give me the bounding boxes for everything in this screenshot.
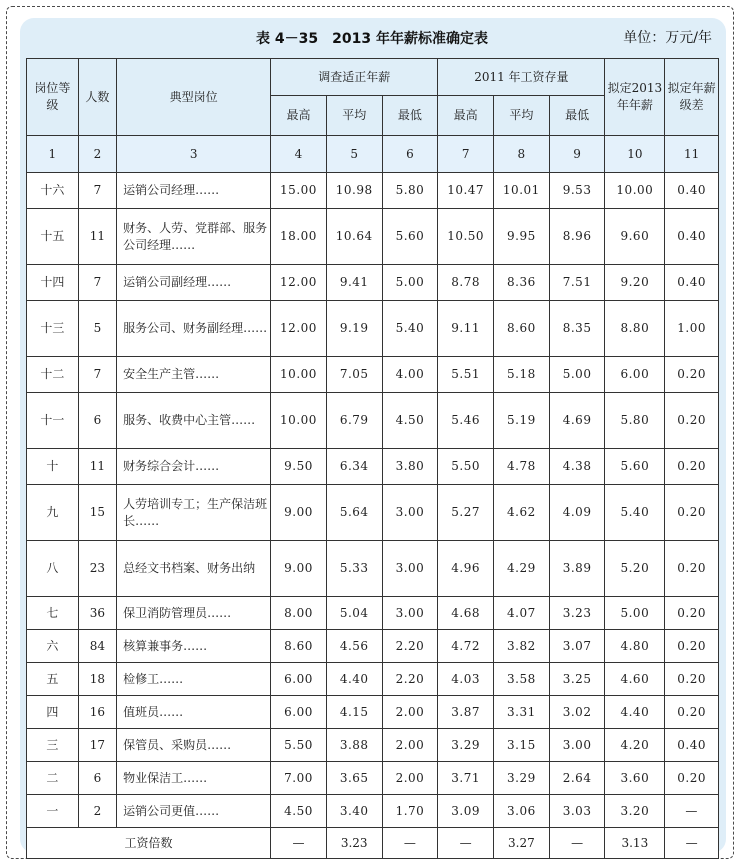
grade-cell: 十五	[27, 209, 79, 265]
survey-max-cell: 6.00	[271, 663, 327, 696]
diff-cell: 0.40	[665, 173, 719, 209]
stock-max-cell: 3.87	[438, 696, 494, 729]
table-body	[27, 173, 719, 828]
header-survey-avg: 平均	[326, 96, 382, 136]
stock-min-cell: 3.89	[549, 541, 605, 597]
plan-cell: 6.00	[605, 357, 665, 393]
survey-min-cell: 3.80	[382, 449, 438, 485]
survey-max-cell: 18.00	[271, 209, 327, 265]
footer-cell: —	[665, 828, 719, 859]
position-cell: 财务、人劳、党群部、服务公司经理……	[117, 209, 271, 265]
grade-cell: 七	[27, 597, 79, 630]
table-row	[27, 762, 719, 795]
col-number: 9	[549, 136, 605, 173]
stock-max-cell: 3.29	[438, 729, 494, 762]
stock-min-cell: 4.69	[549, 393, 605, 449]
plan-cell: 8.80	[605, 301, 665, 357]
table-row	[27, 209, 719, 265]
survey-avg-cell: 3.88	[326, 729, 382, 762]
table-row	[27, 696, 719, 729]
table-row	[27, 663, 719, 696]
survey-max-cell: 9.50	[271, 449, 327, 485]
survey-min-cell: 2.00	[382, 729, 438, 762]
diff-cell: 0.20	[665, 762, 719, 795]
footer-cell: 3.23	[326, 828, 382, 859]
table-row	[27, 485, 719, 541]
stock-max-cell: 10.47	[438, 173, 494, 209]
col-number: 1	[27, 136, 79, 173]
count-cell: 6	[78, 762, 116, 795]
stock-avg-cell: 3.15	[494, 729, 550, 762]
table-row	[27, 630, 719, 663]
stock-avg-cell: 4.62	[494, 485, 550, 541]
survey-avg-cell: 9.19	[326, 301, 382, 357]
stock-avg-cell: 9.95	[494, 209, 550, 265]
plan-cell: 4.40	[605, 696, 665, 729]
header-survey-min: 最低	[382, 96, 438, 136]
table-row	[27, 173, 719, 209]
survey-max-cell: 4.50	[271, 795, 327, 828]
grade-cell: 二	[27, 762, 79, 795]
stock-avg-cell: 3.58	[494, 663, 550, 696]
stock-max-cell: 4.68	[438, 597, 494, 630]
stock-min-cell: 3.07	[549, 630, 605, 663]
table-title: 表 4－35 2013 年年薪标准确定表	[256, 31, 488, 47]
header-grade: 岗位等级	[27, 59, 79, 136]
col-number: 6	[382, 136, 438, 173]
stock-avg-cell: 3.06	[494, 795, 550, 828]
position-cell: 保管员、采购员……	[117, 729, 271, 762]
count-cell: 5	[78, 301, 116, 357]
survey-min-cell: 5.40	[382, 301, 438, 357]
position-cell: 人劳培训专工；生产保洁班长……	[117, 485, 271, 541]
survey-avg-cell: 10.98	[326, 173, 382, 209]
count-cell: 2	[78, 795, 116, 828]
stock-max-cell: 5.46	[438, 393, 494, 449]
header-count: 人数	[78, 59, 116, 136]
diff-cell: 0.20	[665, 663, 719, 696]
survey-min-cell: 3.00	[382, 597, 438, 630]
stock-avg-cell: 5.19	[494, 393, 550, 449]
survey-min-cell: 5.80	[382, 173, 438, 209]
count-cell: 17	[78, 729, 116, 762]
survey-min-cell: 5.60	[382, 209, 438, 265]
survey-avg-cell: 4.15	[326, 696, 382, 729]
stock-min-cell: 3.23	[549, 597, 605, 630]
grade-cell: 十	[27, 449, 79, 485]
survey-min-cell: 2.20	[382, 663, 438, 696]
survey-min-cell: 3.00	[382, 541, 438, 597]
survey-avg-cell: 7.05	[326, 357, 382, 393]
position-cell: 服务公司、财务副经理……	[117, 301, 271, 357]
count-cell: 23	[78, 541, 116, 597]
header-survey-max: 最高	[271, 96, 327, 136]
plan-cell: 9.60	[605, 209, 665, 265]
stock-avg-cell: 5.18	[494, 357, 550, 393]
footer-cell: —	[382, 828, 438, 859]
count-cell: 7	[78, 173, 116, 209]
stock-min-cell: 5.00	[549, 357, 605, 393]
stock-max-cell: 5.50	[438, 449, 494, 485]
survey-max-cell: 10.00	[271, 357, 327, 393]
plan-cell: 9.20	[605, 265, 665, 301]
survey-avg-cell: 9.41	[326, 265, 382, 301]
col-number: 2	[78, 136, 116, 173]
survey-avg-cell: 4.40	[326, 663, 382, 696]
survey-min-cell: 2.00	[382, 762, 438, 795]
count-cell: 36	[78, 597, 116, 630]
grade-cell: 六	[27, 630, 79, 663]
table-row	[27, 541, 719, 597]
table-row	[27, 597, 719, 630]
stock-min-cell: 4.38	[549, 449, 605, 485]
stock-avg-cell: 4.78	[494, 449, 550, 485]
diff-cell: 0.40	[665, 729, 719, 762]
diff-cell: 0.40	[665, 209, 719, 265]
table-row	[27, 265, 719, 301]
table-row	[27, 729, 719, 762]
position-cell: 总经文书档案、财务出纳	[117, 541, 271, 597]
grade-cell: 四	[27, 696, 79, 729]
position-cell: 运销公司副经理……	[117, 265, 271, 301]
survey-avg-cell: 5.04	[326, 597, 382, 630]
header-stock-min: 最低	[549, 96, 605, 136]
col-number: 7	[438, 136, 494, 173]
survey-max-cell: 5.50	[271, 729, 327, 762]
count-cell: 7	[78, 357, 116, 393]
survey-min-cell: 1.70	[382, 795, 438, 828]
survey-max-cell: 8.00	[271, 597, 327, 630]
survey-avg-cell: 4.56	[326, 630, 382, 663]
survey-avg-cell: 3.40	[326, 795, 382, 828]
survey-max-cell: 10.00	[271, 393, 327, 449]
count-cell: 7	[78, 265, 116, 301]
col-number: 11	[665, 136, 719, 173]
header-stock-avg: 平均	[494, 96, 550, 136]
count-cell: 15	[78, 485, 116, 541]
diff-cell: 0.20	[665, 630, 719, 663]
stock-avg-cell: 10.01	[494, 173, 550, 209]
survey-min-cell: 2.00	[382, 696, 438, 729]
survey-avg-cell: 3.65	[326, 762, 382, 795]
stock-max-cell: 4.96	[438, 541, 494, 597]
grade-cell: 一	[27, 795, 79, 828]
stock-avg-cell: 4.29	[494, 541, 550, 597]
salary-table	[26, 58, 719, 859]
table-head	[27, 59, 719, 173]
plan-cell: 3.60	[605, 762, 665, 795]
diff-cell: 0.20	[665, 485, 719, 541]
stock-min-cell: 2.64	[549, 762, 605, 795]
grade-cell: 十二	[27, 357, 79, 393]
count-cell: 11	[78, 449, 116, 485]
header-position: 典型岗位	[117, 59, 271, 136]
col-number: 5	[326, 136, 382, 173]
plan-cell: 4.20	[605, 729, 665, 762]
survey-max-cell: 9.00	[271, 485, 327, 541]
footer-cell: 3.13	[605, 828, 665, 859]
survey-avg-cell: 6.34	[326, 449, 382, 485]
table-row	[27, 795, 719, 828]
plan-cell: 4.60	[605, 663, 665, 696]
position-cell: 保卫消防管理员……	[117, 597, 271, 630]
diff-cell: 0.20	[665, 541, 719, 597]
diff-cell: 0.20	[665, 696, 719, 729]
diff-cell: 1.00	[665, 301, 719, 357]
plan-cell: 3.20	[605, 795, 665, 828]
col-number: 10	[605, 136, 665, 173]
stock-min-cell: 9.53	[549, 173, 605, 209]
position-cell: 核算兼事务……	[117, 630, 271, 663]
col-number: 4	[271, 136, 327, 173]
position-cell: 值班员……	[117, 696, 271, 729]
grade-cell: 十四	[27, 265, 79, 301]
diff-cell: 0.20	[665, 393, 719, 449]
position-cell: 运销公司更值……	[117, 795, 271, 828]
survey-max-cell: 12.00	[271, 265, 327, 301]
survey-avg-cell: 5.33	[326, 541, 382, 597]
grade-cell: 十三	[27, 301, 79, 357]
header-stock-max: 最高	[438, 96, 494, 136]
stock-avg-cell: 3.29	[494, 762, 550, 795]
plan-cell: 5.80	[605, 393, 665, 449]
footer-cell: —	[271, 828, 327, 859]
unit-label: 单位：万元/年	[623, 30, 712, 46]
count-cell: 16	[78, 696, 116, 729]
stock-max-cell: 4.03	[438, 663, 494, 696]
stock-min-cell: 4.09	[549, 485, 605, 541]
table-footer	[27, 828, 719, 859]
position-cell: 财务综合会计……	[117, 449, 271, 485]
footer-label: 工资倍数	[27, 828, 271, 859]
header-plan2013: 拟定2013 年年薪	[605, 59, 665, 136]
plan-cell: 5.20	[605, 541, 665, 597]
stock-max-cell: 5.51	[438, 357, 494, 393]
stock-min-cell: 8.35	[549, 301, 605, 357]
stock-max-cell: 3.09	[438, 795, 494, 828]
survey-max-cell: 7.00	[271, 762, 327, 795]
survey-avg-cell: 5.64	[326, 485, 382, 541]
survey-min-cell: 4.50	[382, 393, 438, 449]
diff-cell: 0.20	[665, 449, 719, 485]
grade-cell: 八	[27, 541, 79, 597]
stock-min-cell: 7.51	[549, 265, 605, 301]
position-cell: 物业保洁工……	[117, 762, 271, 795]
plan-cell: 5.40	[605, 485, 665, 541]
stock-avg-cell: 3.82	[494, 630, 550, 663]
stock-max-cell: 5.27	[438, 485, 494, 541]
stock-min-cell: 8.96	[549, 209, 605, 265]
position-cell: 检修工……	[117, 663, 271, 696]
stock-avg-cell: 8.36	[494, 265, 550, 301]
table-row	[27, 357, 719, 393]
count-cell: 6	[78, 393, 116, 449]
header-plan-diff: 拟定年薪级差	[665, 59, 719, 136]
grade-cell: 十六	[27, 173, 79, 209]
header-survey: 调查适正年薪	[271, 59, 438, 96]
stock-min-cell: 3.25	[549, 663, 605, 696]
survey-max-cell: 8.60	[271, 630, 327, 663]
stock-min-cell: 3.00	[549, 729, 605, 762]
survey-avg-cell: 10.64	[326, 209, 382, 265]
grade-cell: 九	[27, 485, 79, 541]
survey-min-cell: 4.00	[382, 357, 438, 393]
stock-avg-cell: 3.31	[494, 696, 550, 729]
count-cell: 18	[78, 663, 116, 696]
diff-cell: 0.20	[665, 357, 719, 393]
grade-cell: 五	[27, 663, 79, 696]
position-cell: 服务、收费中心主管……	[117, 393, 271, 449]
stock-avg-cell: 4.07	[494, 597, 550, 630]
grade-cell: 三	[27, 729, 79, 762]
stock-max-cell: 8.78	[438, 265, 494, 301]
survey-max-cell: 12.00	[271, 301, 327, 357]
col-number: 3	[117, 136, 271, 173]
footer-cell: —	[438, 828, 494, 859]
stock-min-cell: 3.02	[549, 696, 605, 729]
diff-cell: —	[665, 795, 719, 828]
stock-max-cell: 4.72	[438, 630, 494, 663]
table-row	[27, 449, 719, 485]
stock-max-cell: 3.71	[438, 762, 494, 795]
survey-max-cell: 15.00	[271, 173, 327, 209]
diff-cell: 0.20	[665, 597, 719, 630]
table-row	[27, 393, 719, 449]
footer-cell: —	[549, 828, 605, 859]
position-cell: 安全生产主管……	[117, 357, 271, 393]
diff-cell: 0.40	[665, 265, 719, 301]
survey-max-cell: 9.00	[271, 541, 327, 597]
stock-min-cell: 3.03	[549, 795, 605, 828]
survey-min-cell: 3.00	[382, 485, 438, 541]
count-cell: 84	[78, 630, 116, 663]
table-row	[27, 301, 719, 357]
grade-cell: 十一	[27, 393, 79, 449]
count-cell: 11	[78, 209, 116, 265]
position-cell: 运销公司经理……	[117, 173, 271, 209]
stock-max-cell: 10.50	[438, 209, 494, 265]
survey-min-cell: 5.00	[382, 265, 438, 301]
col-number: 8	[494, 136, 550, 173]
survey-avg-cell: 6.79	[326, 393, 382, 449]
plan-cell: 5.60	[605, 449, 665, 485]
plan-cell: 10.00	[605, 173, 665, 209]
plan-cell: 5.00	[605, 597, 665, 630]
survey-min-cell: 2.20	[382, 630, 438, 663]
plan-cell: 4.80	[605, 630, 665, 663]
stock-avg-cell: 8.60	[494, 301, 550, 357]
stock-max-cell: 9.11	[438, 301, 494, 357]
footer-cell: 3.27	[494, 828, 550, 859]
header-stock2011: 2011 年工资存量	[438, 59, 605, 96]
survey-max-cell: 6.00	[271, 696, 327, 729]
